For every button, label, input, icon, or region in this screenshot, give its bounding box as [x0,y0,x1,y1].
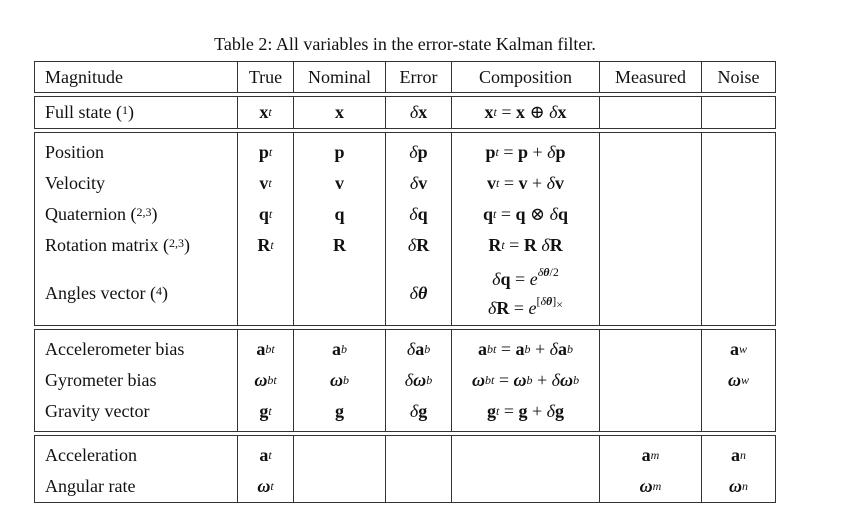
quaternion-measured [600,199,701,230]
gravity-error: δ g [409,401,428,421]
gyro-bias-composition: ω bt = ω b + δ ω b [471,370,580,390]
variables-table [34,61,776,506]
angles-true [238,261,293,325]
row-label-velocity: Velocity [45,173,105,193]
quaternion-error: δ q [409,204,428,224]
angles-composition-rotation: $\delta R = e^{[\delta\theta]_\times}$ [487,294,564,318]
full-state-true: x t [259,102,272,122]
velocity-nominal: v [335,173,344,193]
acceleration-true: a t [259,445,272,465]
row-label-angles-vector: Angles vector ( $^4$ ) [45,282,168,303]
table-header [34,61,776,93]
full-state-nominal: x [335,102,344,122]
position-composition: p t = p + δ p [485,142,566,162]
gravity-nominal: g [335,401,344,421]
angular-rate-noise: ω n [728,476,749,496]
rotation-true: R t [257,235,274,255]
angular-rate-error [386,471,451,502]
position-error: δ p [409,142,428,162]
row-label-gravity-vector: Gravity vector [45,401,150,421]
gyro-bias-measured [600,365,701,396]
full-state-noise [702,97,775,128]
header-measured: Measured [615,66,686,87]
row-label-quaternion: Quaternion ( $^{2,3}$ ) [45,204,158,224]
velocity-measured [600,168,701,199]
position-measured [600,137,701,168]
velocity-error: δ v [409,173,428,193]
acceleration-error [386,440,451,471]
full-state-composition: x t = x ⊕ δ x [484,102,567,122]
gravity-noise [702,396,775,427]
row-label-acceleration: Acceleration [45,445,137,465]
angular-rate-nominal [294,471,385,502]
header-composition: Composition [478,66,572,87]
row-label-gyrometer-bias: Gyrometer bias [45,370,157,390]
velocity-composition: v t = v + δ v [486,173,565,193]
angles-measured [600,261,701,325]
full-state-measured [600,97,701,128]
row-label-angular-rate: Angular rate [45,476,136,496]
acceleration-composition [452,440,599,471]
gyro-bias-true: ω bt [254,370,277,390]
accel-bias-nominal: a b [332,339,347,359]
quaternion-true: q t [258,204,273,224]
gravity-measured [600,396,701,427]
rotation-error: δ R [407,235,430,255]
accel-bias-noise: a w [729,339,747,359]
angles-noise [702,261,775,325]
header-noise: Noise [717,66,760,87]
angles-composition-quaternion: $\delta q = e^{\delta\theta/2}$ [492,265,559,289]
row-label-position: Position [45,142,105,162]
gyro-bias-noise: ω w [727,370,750,390]
full-state-block [34,96,776,129]
header-error: Error [399,66,438,87]
velocity-noise [702,168,775,199]
quaternion-noise [702,199,775,230]
header-magnitude: Magnitude [45,66,123,87]
accel-bias-measured [600,334,701,365]
rotation-nominal: R [333,235,346,255]
kinematics-block [34,132,776,326]
position-nominal: p [334,142,345,162]
quaternion-nominal: q [334,204,345,224]
position-noise [702,137,775,168]
full-state-error: δ x [409,102,428,122]
acceleration-nominal [294,440,385,471]
angular-rate-measured: ω m [639,476,662,496]
angles-composition [452,261,599,325]
row-label-accelerometer-bias: Accelerometer bias [45,339,185,359]
accel-bias-true: a bt [256,339,275,359]
gyro-bias-error: δ ω b [404,370,433,390]
bias-block [34,329,776,432]
table-caption: Table 2: All variables in the error-state Kalman filter. [214,34,596,54]
gravity-true: g t [259,401,272,421]
angles-nominal [294,261,385,325]
velocity-true: v t [259,173,272,193]
angular-rate-composition [452,471,599,502]
angular-rate-true: ω t [257,476,274,496]
angles-error: δ θ [409,282,428,303]
accel-bias-composition: a bt = a b + δ a b [477,339,574,359]
row-label-full-state: Full state ( $^1$ ) [45,102,134,122]
rotation-measured [600,230,701,261]
gyro-bias-nominal: ω b [329,370,350,390]
header-true: True [248,66,283,87]
row-label-rotation-matrix: Rotation matrix ( $^{2,3}$ ) [45,235,190,255]
position-true: p t [258,142,273,162]
acceleration-noise: a n [731,445,746,465]
rotation-noise [702,230,775,261]
header-nominal: Nominal [308,66,371,87]
quaternion-composition: q t = q ⊗ δ q [482,204,568,224]
accel-bias-error: δ a b [406,339,431,359]
acceleration-measured: a m [641,445,660,465]
gravity-composition: g t = g + δ g [486,401,565,421]
measurement-block [34,435,776,503]
rotation-composition: R t = R δ R [488,235,563,255]
